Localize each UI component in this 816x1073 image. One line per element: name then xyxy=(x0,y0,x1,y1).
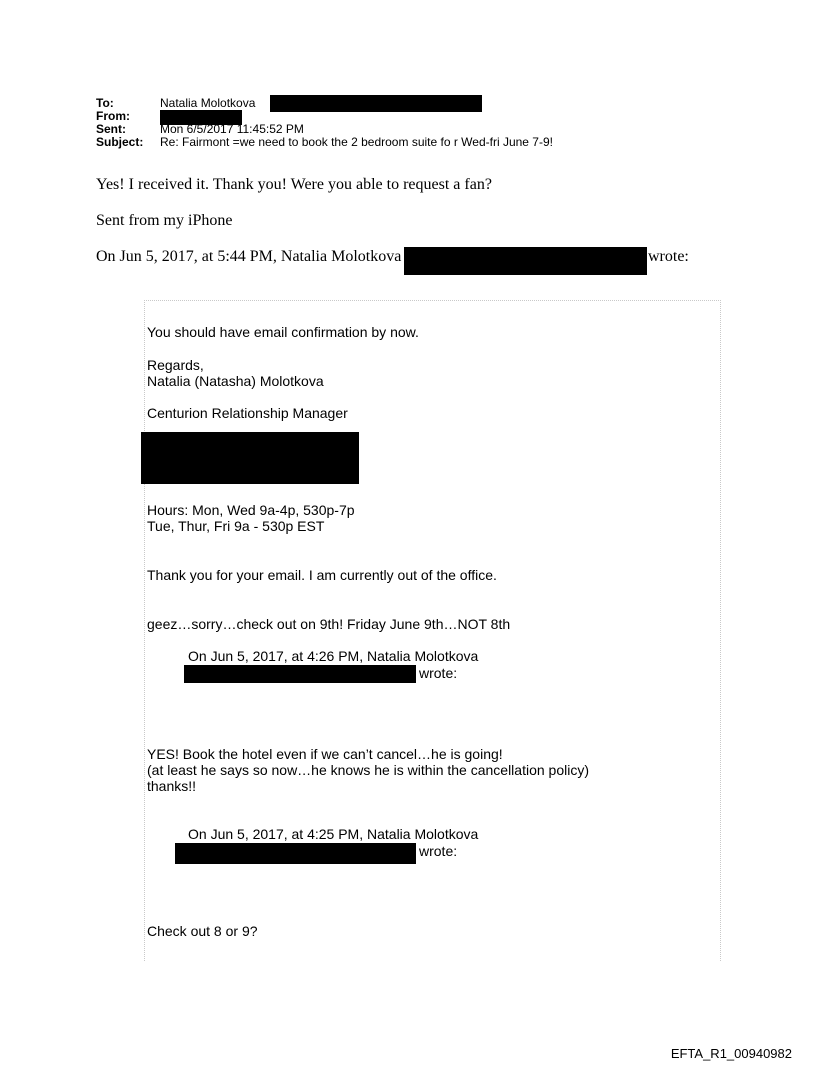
redaction-block xyxy=(141,432,359,484)
signature-line: Sent from my iPhone xyxy=(96,212,233,229)
quoted-text: thanks!! xyxy=(147,778,197,794)
redaction-block xyxy=(184,665,416,683)
reply-line: Yes! I received it. Thank you! Were you able to request a fan? xyxy=(96,176,492,193)
quoted-text: Natalia (Natasha) Molotkova xyxy=(147,373,324,389)
quoted-text: Check out 8 or 9? xyxy=(147,923,258,939)
quoted-attribution-wrote: wrote: xyxy=(419,665,458,681)
quoted-attribution: On Jun 5, 2017, at 4:26 PM, Natalia Molotkova xyxy=(188,648,479,664)
quoted-text: Centurion Relationship Manager xyxy=(147,405,348,421)
subject-value: Re: Fairmont =we need to book the 2 bedroom suite fo r Wed-fri June 7-9! xyxy=(160,135,553,149)
quoted-text: Tue, Thur, Fri 9a - 530p EST xyxy=(147,518,325,534)
redaction-block xyxy=(175,843,416,864)
redaction-block xyxy=(270,95,482,112)
subject-label: Subject: xyxy=(96,135,144,149)
quoted-text: You should have email confirmation by now. xyxy=(147,324,419,340)
redaction-block xyxy=(404,247,647,275)
quoted-text: Thank you for your email. I am currently out of the office. xyxy=(147,567,497,583)
to-value: Natalia Molotkova xyxy=(160,96,256,110)
sent-value: Mon 6/5/2017 11:45:52 PM xyxy=(160,122,304,136)
quoted-text: Regards, xyxy=(147,357,204,373)
quoted-text: geez…sorry…check out on 9th! Friday June 9th…NOT 8th xyxy=(147,616,511,632)
attribution-line: On Jun 5, 2017, at 5:44 PM, Natalia Molotkova xyxy=(96,248,402,265)
quoted-text: (at least he says so now…he knows he is within the cancellation policy) xyxy=(147,762,589,778)
quoted-attribution-wrote: wrote: xyxy=(419,843,458,859)
quoted-attribution: On Jun 5, 2017, at 4:25 PM, Natalia Molotkova xyxy=(188,826,479,842)
sent-label: Sent: xyxy=(96,122,126,136)
attribution-wrote: wrote: xyxy=(648,248,689,265)
quoted-text: Hours: Mon, Wed 9a-4p, 530p-7p xyxy=(147,502,355,518)
quoted-text: YES! Book the hotel even if we can’t cancel…he is going! xyxy=(147,746,503,762)
from-label: From: xyxy=(96,109,130,123)
to-label: To: xyxy=(96,96,114,110)
document-id: EFTA_R1_00940982 xyxy=(670,1046,792,1061)
